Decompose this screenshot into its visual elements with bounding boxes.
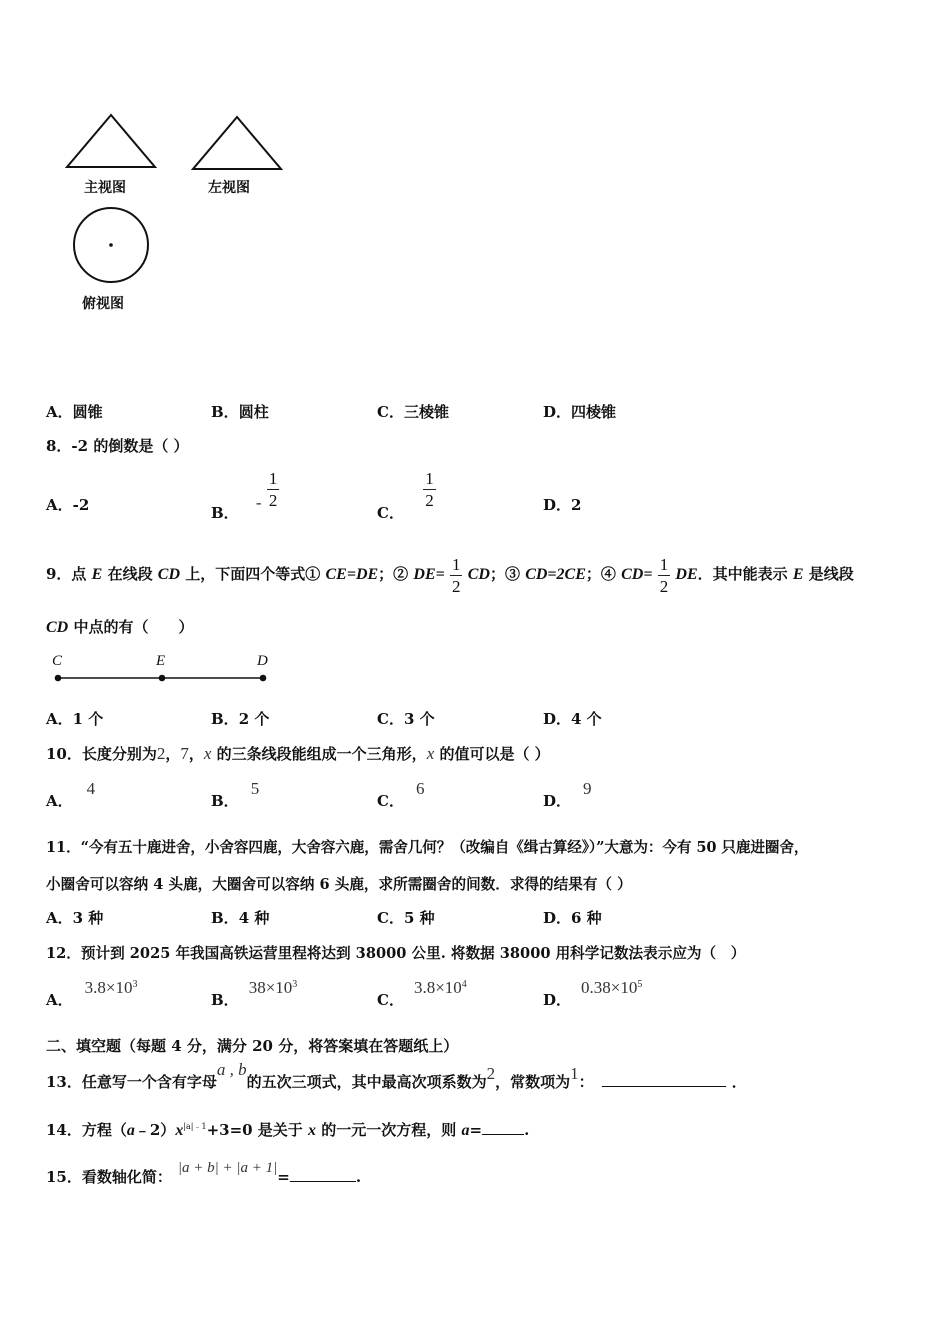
point-e-label: E <box>156 653 166 669</box>
q9-stem-line1: 9．点 E 在线段 CD 上，下面四个等式① CE=DE；② DE= $\frac{1}{2}$ CD；③ CD=2CE；④ CD= $\frac{1}{2}$ DE．其中能表示 E 是线段 <box>46 554 854 596</box>
q10-option-c[interactable]: C．6 <box>377 779 425 810</box>
q15-expression: |a + b| + |a + 1| <box>177 1160 278 1176</box>
point-d-label: D <box>257 653 268 669</box>
q9-option-d[interactable]: D．4 个 <box>543 710 602 728</box>
q8-stem: 8．-2 的倒数是（ ） <box>46 437 189 455</box>
q10-option-d[interactable]: D．9 <box>543 779 592 810</box>
q7-option-d[interactable]: D．四棱锥 <box>543 403 617 421</box>
q8-option-a[interactable]: A．-2 <box>46 496 90 514</box>
q12-option-c[interactable]: C．$3.8\times 10^4$ <box>377 978 467 1009</box>
q14-stem: 14．方程$(a﹣2)x^{|a|﹣1}+3=0$ 是关于 x 的一元一次方程，则 a= . <box>46 1121 530 1139</box>
top-view-label: 俯视图 <box>82 296 124 312</box>
q7-option-c[interactable]: C．三棱锥 <box>377 403 449 421</box>
q12-option-d[interactable]: D．$0.38\times 10^5$ <box>543 978 643 1009</box>
q11-option-d[interactable]: D．6 种 <box>543 909 602 927</box>
q13-stem: 13．任意写一个含有字母a , b的五次三项式，其中最高次项系数为2，常数项为1： ． <box>46 1060 747 1091</box>
q7-option-b[interactable]: B．圆柱 <box>211 403 269 421</box>
q11-option-a[interactable]: A．3 种 <box>46 909 104 927</box>
q9-option-a[interactable]: A．1 个 <box>46 710 104 728</box>
q8-option-b[interactable]: B． - $\frac{1}{2}$ <box>211 469 278 522</box>
q11-option-c[interactable]: C．5 种 <box>377 909 435 927</box>
q15-stem: 15．看数轴化简： |a + b| + |a + 1|= . <box>46 1160 362 1186</box>
q11-stem-line2: 小圈舍可以容纳 4 头鹿，大圈舍可以容纳 6 头鹿，求所需圈舍的间数．求得的结果有（ ） <box>46 876 632 893</box>
left-view-label: 左视图 <box>208 180 250 196</box>
q11-option-b[interactable]: B．4 种 <box>211 909 270 927</box>
section-2-heading: 二、填空题（每题 4 分，满分 20 分，将答案填在答题纸上） <box>46 1037 459 1055</box>
q15-answer-blank[interactable] <box>290 1181 356 1182</box>
front-view-triangle <box>64 112 158 170</box>
q14-answer-blank[interactable] <box>482 1134 524 1135</box>
q13-answer-blank[interactable] <box>602 1086 726 1087</box>
top-view-circle <box>69 205 153 289</box>
q11-stem-line1: 11．“今有五十鹿进舍，小舍容四鹿，大舍容六鹿，需舍几何？（改编自《缉古算经》）”大意为：今有 50 只鹿进圈舍， <box>46 839 809 856</box>
q8-option-d[interactable]: D．2 <box>543 496 582 514</box>
q9-fraction-1: $\frac{1}{2}$ <box>451 554 461 596</box>
q12-stem: 12．预计到 2025 年我国高铁运营里程将达到 38000 公里. 将数据 38000 用科学记数法表示应为（ ） <box>46 945 746 962</box>
q12-option-a[interactable]: A．$3.8\times 10^3$ <box>46 978 138 1009</box>
q10-option-b[interactable]: B．5 <box>211 779 260 810</box>
q9-stem-line2: CD 中点的有（ ） <box>46 618 194 636</box>
q10-option-a[interactable]: A．4 <box>46 779 96 810</box>
left-view-triangle <box>190 114 284 172</box>
q8-fraction-b: $\frac{1}{2}$ <box>268 469 278 510</box>
q12-option-b[interactable]: B．$38\times 10^3$ <box>211 978 298 1009</box>
point-c-label: C <box>52 653 63 669</box>
front-view-label: 主视图 <box>84 180 126 196</box>
q9-fraction-2: $\frac{1}{2}$ <box>659 554 669 596</box>
q8-fraction-c: $\frac{1}{2}$ <box>425 469 434 510</box>
q9-option-c[interactable]: C．3 个 <box>377 710 435 728</box>
q8-option-c[interactable]: C． $\frac{1}{2}$ <box>377 469 434 522</box>
q7-option-a[interactable]: A．圆锥 <box>46 403 103 421</box>
q10-stem: 10．长度分别为2，7，x 的三条线段能组成一个三角形，x 的值可以是（ ） <box>46 744 550 763</box>
q9-option-b[interactable]: B．2 个 <box>211 710 270 728</box>
